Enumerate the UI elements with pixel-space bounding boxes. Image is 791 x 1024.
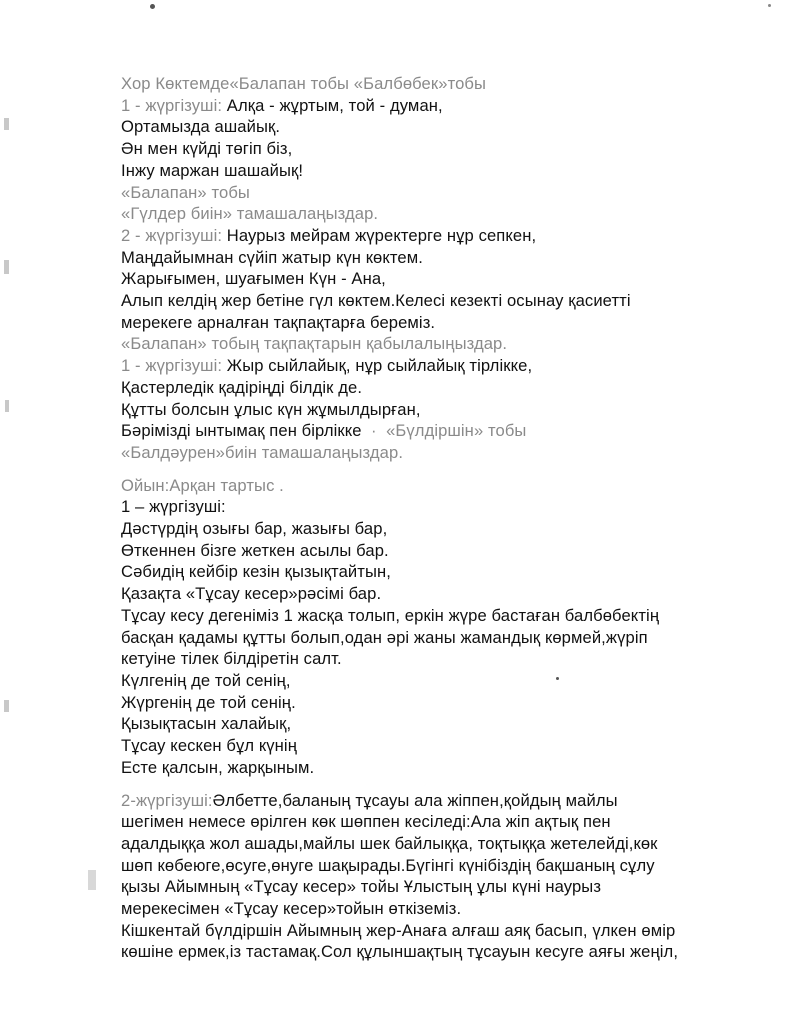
text-line: Хор Көктемде«Балапан тобы «Балбөбек»тобы — [121, 74, 487, 93]
scan-speck — [150, 4, 155, 9]
text-line — [121, 95, 771, 117]
text-line: Жүргенің де той сенің. — [121, 692, 296, 712]
text-line: басқан қадамы құтты болып,одан әрі жаны жамандық көрмей,жүріп — [121, 627, 648, 647]
text-line: «Балапан» тобың тақпақтарын қабылалыңыздар. — [121, 334, 508, 354]
text-line: 1 – жүргізуші: — [121, 497, 226, 517]
text-line: Ән мен күйді төгіп біз, — [121, 139, 293, 159]
scan-mark — [88, 870, 96, 890]
scan-mark — [4, 118, 9, 130]
paragraph-gap — [121, 779, 771, 790]
text-line: Ортамызда ашайық. — [121, 117, 281, 137]
text-line — [121, 225, 771, 247]
text-line: мерекесімен «Тұсау кесер»тойын өткіземіз. — [121, 899, 462, 919]
text-line: Тұсау кескен бұл күнің — [121, 736, 297, 756]
paragraph-gap — [121, 464, 771, 475]
text-line: қызы Айымның «Тұсау кесер» тойы Ұлыстың ұлы күні наурыз — [121, 877, 602, 897]
document-text — [121, 73, 771, 963]
line-text: Наурыз мейрам жүректерге нұр сепкен, — [226, 225, 537, 245]
text-line: адалдыққа жол ашады,майлы шек байлыққа, тоқтыққа жетелейді,көк — [121, 833, 658, 853]
text-line: көшіне ермек,із тастамақ.Сол құлыншақтың тұсауын кесуге аяғы жеңіл, — [121, 942, 679, 962]
text-line: Маңдайымнан сүйіп жатыр күн көктем. — [121, 247, 423, 267]
group-label: · «Бүлдіршін» тобы — [361, 421, 527, 441]
speaker-label: 1 - жүргізуші: — [121, 356, 227, 376]
text-line: кетуіне тілек білдіретін салт. — [121, 649, 342, 669]
text-line: шегімен немесе өрілген көк шөппен кесіледі:Ала жіп ақтық пен — [121, 812, 611, 832]
text-line — [121, 355, 771, 377]
text-line — [121, 420, 771, 442]
line-text: Әлбетте,баланың тұсауы ала жіппен,қойдың майлы — [212, 790, 618, 810]
line-text: Жыр сыйлайық, нұр сыйлайық тірлікке, — [226, 356, 533, 376]
text-line: «Гүлдер биін» тамашалаңыздар. — [121, 204, 379, 224]
speaker-label: 1 - жүргізуші: — [121, 95, 227, 115]
text-line: Ойын:Арқан тартыс . — [121, 475, 284, 495]
text-line: Қастерледік қадіріңді білдік де. — [121, 377, 363, 397]
text-line: Өткеннен бізге жеткен асылы бар. — [121, 540, 389, 560]
text-line: Жарығымен, шуағымен Күн - Ана, — [121, 269, 386, 289]
text-line — [121, 790, 771, 812]
scan-mark — [5, 400, 9, 412]
text-line: Есте қалсын, жарқыным. — [121, 757, 315, 777]
text-line: Күлгенің де той сенің, — [121, 670, 291, 690]
text-line: шөп көбеюге,өсуге,өнуге шақырады.Бүгінгі күнібіздің бақшаның сұлу — [121, 855, 655, 875]
scan-mark — [4, 260, 9, 274]
text-line: «Балапан» тобы — [121, 182, 250, 202]
text-line: Сәбидің кейбір кезін қызықтайтын, — [121, 562, 391, 582]
speaker-label: 2 - жүргізуші: — [121, 225, 227, 245]
text-line: мерекеге арналған тақпақтарға береміз. — [121, 312, 436, 332]
text-line: Қазақта «Тұсау кесер»рәсімі бар. — [121, 584, 382, 604]
text-line: Кішкентай бүлдіршін Айымның жер-Анаға алғаш аяқ басып, үлкен өмір — [121, 920, 676, 940]
speaker-label: 2-жүргізуші: — [121, 790, 213, 810]
text-line: «Балдәурен»биін тамашалаңыздар. — [121, 442, 404, 462]
text-line: Тұсау кесу дегеніміз 1 жасқа толып, еркін жүре бастаған балбөбектің — [121, 605, 660, 625]
line-text: Алқа - жұртым, той - думан, — [226, 95, 443, 115]
line-text: Бәрімізді ынтымақ пен бірлікке — [121, 421, 362, 441]
scan-mark — [4, 700, 9, 712]
text-line: Құтты болсын ұлыс күн жұмылдырған, — [121, 399, 421, 419]
scan-speck — [768, 4, 771, 7]
text-line: Інжу маржан шашайық! — [121, 160, 304, 180]
text-line: Дәстүрдің озығы бар, жазығы бар, — [121, 519, 388, 539]
text-line: Алып келдің жер бетіне гүл көктем.Келесі кезекті осынау қасиетті — [121, 291, 631, 311]
text-line: Қызықтасын халайық, — [121, 714, 292, 734]
